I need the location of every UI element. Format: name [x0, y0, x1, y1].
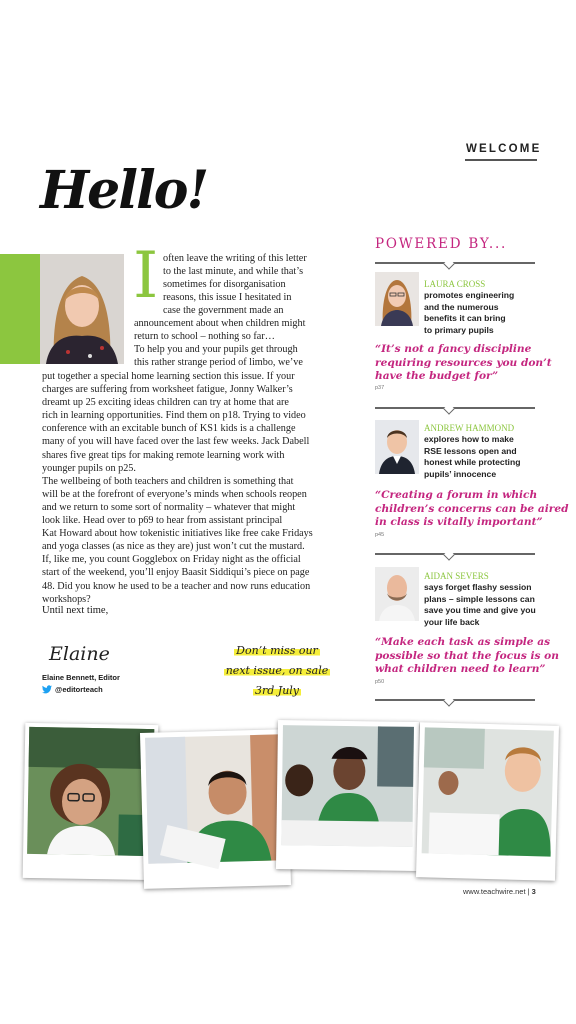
quote-line: what children need to learn”: [375, 663, 546, 676]
classroom-photo: [23, 723, 159, 880]
classroom-photo: [140, 729, 291, 889]
twitter-handle[interactable]: @editorteach: [55, 685, 103, 694]
twitter-handle-row[interactable]: [42, 685, 103, 694]
section-divider: [375, 407, 535, 409]
contributor-quote: [375, 489, 568, 530]
contributor-photo: [375, 420, 419, 474]
letter-line: dreamt up 25 exciting ideas children can try at home that are: [42, 397, 289, 409]
letter-line: 48. Did you know he used to be a teacher and now runs education: [42, 580, 311, 592]
powered-by-heading: POWERED BY...: [375, 236, 508, 252]
desc-line: RSE lessons open and: [424, 445, 517, 456]
next-issue-line: Don’t miss our: [236, 644, 318, 657]
letter-line: workshops?: [42, 593, 91, 605]
letter-line: return to school – nothing so far…: [134, 331, 275, 343]
letter-line: to the last minute, and while that’s: [163, 266, 304, 278]
footer: [463, 887, 536, 896]
letter-line: often leave the writing of this letter: [163, 253, 307, 264]
letter-intro: [163, 252, 307, 317]
drop-cap: I: [133, 239, 159, 313]
letter-line: and yoga classes (as nice as they are) just won’t cut the mustard.: [42, 541, 305, 553]
section-divider: [375, 262, 535, 264]
editor-portrait: [40, 254, 124, 364]
desc-line: says forget flashy session: [424, 582, 532, 592]
desc-line: to primary pupils: [424, 324, 494, 335]
section-divider: [375, 699, 535, 701]
letter-line: this rather strange period of limbo, we’ve: [134, 357, 303, 369]
contributor-photo: [375, 567, 419, 621]
contributor-description: [424, 434, 520, 480]
letter-line: younger pupils on p25.: [42, 462, 136, 474]
next-issue-date: 3rd July: [254, 684, 300, 697]
accent-bar: [0, 254, 40, 364]
editor-name: Elaine Bennett, Editor: [42, 673, 120, 682]
desc-line: plans – simple lessons can: [424, 593, 535, 604]
letter-line: rich in learning opportunities. Find them on p18. Trying to video: [42, 410, 306, 422]
next-issue-note: [213, 641, 341, 701]
letter-line: Kat Howard about how tokenistic initiatives like free cake Fridays: [42, 528, 313, 540]
letter-line: many of you will have faced over the last few weeks. Jack Dabell: [42, 436, 310, 448]
quote-line: “Creating a forum in which: [375, 489, 538, 501]
classroom-photo: [276, 720, 419, 871]
letter-line: shares five great tips for making remote learning work with: [42, 449, 285, 461]
desc-line: promotes engineering: [424, 290, 515, 300]
quote-line: have the budget for”: [375, 370, 499, 383]
desc-line: your life back: [424, 616, 480, 627]
footer-url[interactable]: www.teachwire.net |: [463, 887, 532, 896]
editor-signature: Elaine: [49, 643, 110, 665]
desc-line: and the numerous: [424, 301, 499, 312]
letter-line: To help you and your pupils get through: [134, 344, 298, 356]
letter-line: sometimes for disorganisation: [163, 279, 286, 291]
section-divider: [375, 553, 535, 555]
letter-line: announcement about when children might: [134, 318, 306, 329]
quote-line: children’s concerns can be aired: [375, 502, 569, 515]
page-number: 3: [531, 887, 536, 896]
desc-line: honest while protecting: [424, 457, 521, 468]
page-reference: p37: [375, 385, 385, 391]
letter-line: If, like me, you count Gogglebox on Friday night as the official: [42, 554, 301, 566]
contributor-description: [424, 290, 514, 336]
quote-line: possible so that the focus is on: [375, 649, 559, 662]
contributor-description: [424, 582, 536, 628]
twitter-icon: [42, 685, 52, 694]
contributor-name: ANDREW HAMMOND: [424, 423, 515, 433]
contributor-name: AIDAN SEVERS: [424, 571, 489, 581]
desc-line: save you time and give you: [424, 605, 536, 616]
classroom-photo: [416, 722, 559, 881]
letter-line: The wellbeing of both teachers and children is something that: [42, 475, 294, 487]
letter-body: [42, 370, 313, 606]
contributor-quote: [375, 636, 559, 677]
letter-line: will be at the forefront of everyone’s minds when schools reopen: [42, 488, 307, 500]
next-issue-line: next issue, on sale: [225, 664, 329, 677]
letter-mid: [134, 317, 305, 369]
page-reference: p45: [375, 532, 385, 538]
letter-line: put together a special home learning section this issue. If your: [42, 371, 295, 382]
section-rule: [465, 159, 537, 161]
quote-line: “Make each task as simple as: [375, 636, 551, 648]
letter-line: reasons, this issue I hesitated in: [163, 292, 292, 304]
letter-line: look like. Head over to p69 to hear from assistant principal: [42, 515, 283, 527]
desc-line: explores how to make: [424, 434, 514, 444]
letter-line: and we return to some sort of normality – whatever that might: [42, 501, 296, 513]
desc-line: pupils’ innocence: [424, 468, 497, 479]
letter-line: conference with an excitable bunch of KS1 kids is a challenge: [42, 423, 296, 435]
section-label: WELCOME: [466, 143, 542, 155]
letter-line: start of the weekend, you’ll enjoy Baasit Siddiqui’s piece on page: [42, 567, 310, 579]
letter-signoff: Until next time,: [42, 605, 109, 616]
contributor-name: LAURA CROSS: [424, 279, 486, 289]
page-title: Hello!: [40, 160, 208, 221]
letter-line: case the government made an: [163, 305, 284, 317]
contributor-photo: [375, 272, 419, 326]
letter-line: charges are suffering from worksheet fatigue, Jonny Walker’s: [42, 384, 293, 396]
quote-line: requiring resources you don’t: [375, 356, 552, 369]
contributor-quote: [375, 343, 552, 384]
desc-line: benefits it can bring: [424, 313, 506, 324]
quote-line: in class is vitally important”: [375, 516, 543, 529]
page-reference: p50: [375, 679, 385, 685]
quote-line: “It’s not a fancy discipline: [375, 343, 532, 355]
